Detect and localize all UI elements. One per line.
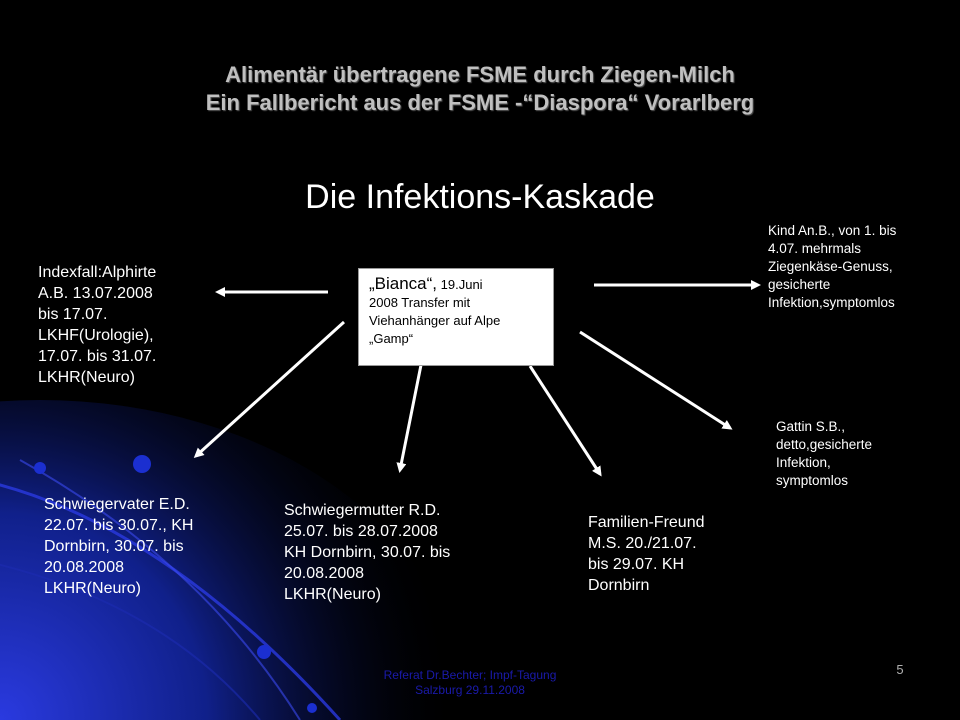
node-line: LKHR(Neuro) bbox=[38, 369, 135, 386]
node-gattin bbox=[776, 418, 872, 490]
node-line: gesicherte bbox=[768, 277, 831, 292]
node-line: 4.07. mehrmals bbox=[768, 241, 862, 256]
node-line: LKHR(Neuro) bbox=[284, 586, 381, 603]
node-line: 25.07. bis 28.07.2008 bbox=[284, 523, 438, 540]
arrow-to-gattin bbox=[580, 332, 730, 428]
node-line: Schwiegervater E.D. bbox=[44, 496, 190, 513]
node-schwiegermutter bbox=[284, 500, 450, 605]
node-line: 22.07. bis 30.07., KH bbox=[44, 517, 194, 534]
node-line: Dornbirn, 30.07. bis bbox=[44, 538, 184, 555]
node-schwiegervater bbox=[44, 494, 193, 599]
node-line: LKHF(Urologie), bbox=[38, 327, 154, 344]
center-box-bianca bbox=[358, 268, 554, 366]
node-line: Gattin S.B., bbox=[776, 419, 846, 434]
slide-footer bbox=[300, 668, 640, 698]
center-description: 2008 Transfer mit Viehanhänger auf Alpe „Gamp“ bbox=[369, 295, 501, 346]
node-line: Schwiegermutter R.D. bbox=[284, 502, 441, 519]
node-line: Kind An.B., von 1. bis bbox=[768, 223, 897, 238]
footer-line1: Referat Dr.Bechter; Impf-Tagung bbox=[383, 668, 557, 682]
arrow-to-schwiegermutter bbox=[400, 360, 422, 470]
node-line: Indexfall:Alphirte bbox=[38, 264, 157, 281]
node-line: 17.07. bis 31.07. bbox=[38, 348, 157, 365]
node-line: 20.08.2008 bbox=[284, 565, 365, 582]
node-line: 20.08.2008 bbox=[44, 559, 125, 576]
arrow-to-freund bbox=[530, 366, 600, 474]
node-line: detto,gesicherte bbox=[776, 437, 873, 452]
footer-line2: Salzburg 29.11.2008 bbox=[415, 683, 525, 697]
node-line: Ziegenkäse-Genuss, bbox=[768, 259, 893, 274]
slide-heading: Die Infektions-Kaskade bbox=[305, 178, 655, 216]
node-line: Dornbirn bbox=[588, 577, 650, 594]
node-line: symptomlos bbox=[776, 473, 849, 488]
center-date: 19.Juni bbox=[437, 277, 483, 292]
node-line: Infektion,symptomlos bbox=[768, 295, 895, 310]
node-line: LKHR(Neuro) bbox=[44, 580, 141, 597]
node-line: M.S. 20./21.07. bbox=[588, 535, 697, 552]
page-number: 5 bbox=[896, 662, 904, 677]
node-line: KH Dornbirn, 30.07. bis bbox=[284, 544, 451, 561]
node-line: bis 29.07. KH bbox=[588, 556, 685, 573]
slide-title-line2: Ein Fallbericht aus der FSME -“Diaspora“ Vorarlberg bbox=[205, 90, 755, 115]
node-line: Familien-Freund bbox=[588, 514, 705, 531]
node-familien-freund bbox=[588, 512, 704, 596]
center-name: „Bianca“, bbox=[369, 274, 438, 293]
node-line: Infektion, bbox=[776, 455, 831, 470]
node-line: bis 17.07. bbox=[38, 306, 108, 323]
node-line: A.B. 13.07.2008 bbox=[38, 285, 153, 302]
slide-title-line1: Alimentär übertragene FSME durch Ziegen-Milch bbox=[225, 62, 735, 87]
arrow-to-schwiegervater bbox=[196, 322, 344, 456]
node-indexfall bbox=[38, 262, 156, 388]
node-kind bbox=[768, 222, 896, 312]
